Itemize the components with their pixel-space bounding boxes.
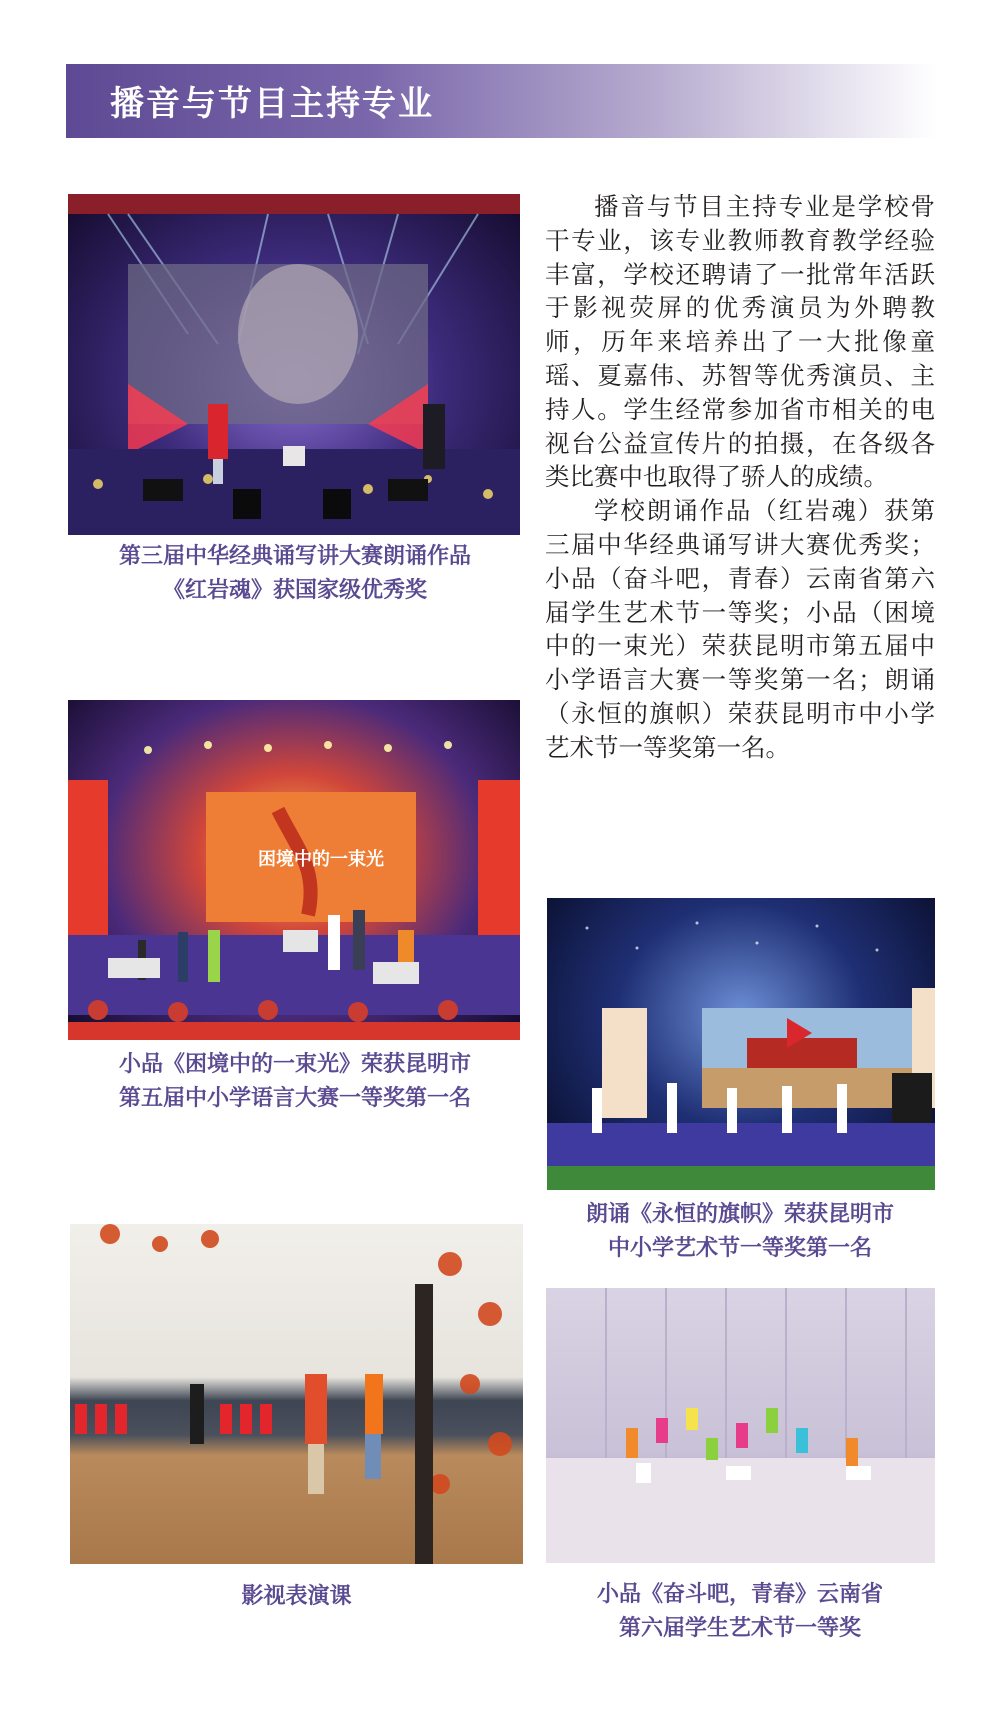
intro-paragraph-2: 学校朗诵作品（红岩魂）获第三届中华经典诵写讲大赛优秀奖；小品（奋斗吧，青春）云南省第六届学生艺术节一等奖；小品（困境中的一束光）荣获昆明市第五届中小学语言大赛一等奖第一名；朗诵（永恒的旗帜）荣获昆明市中小学艺术节一等奖第一名。 [545,496,935,762]
caption-line: 小品《困境中的一束光》荣获昆明市 [118,1052,471,1077]
caption-yongheng [535,1198,945,1266]
caption-line: 第六届学生艺术节一等奖 [618,1616,861,1641]
caption-acting-class [70,1580,523,1614]
caption-kunjing [60,1048,530,1116]
caption-line: 《红岩魂》获国家级优秀奖 [162,578,427,603]
photo-hongyanhun-recitation [68,194,520,535]
caption-line: 第三届中华经典诵写讲大赛朗诵作品 [118,544,471,569]
photo-yongheng-recitation [547,898,935,1190]
intro-paragraph-1: 播音与节目主持专业是学校骨干专业，该专业教师教育教学经验丰富，学校还聘请了一批常年活跃于影视荧屏的优秀演员为外聘教师，历年来培养出了一大批像童瑶、夏嘉伟、苏智等优秀演员、主持人。学生经常参加省市相关的电视台公益宣传片的拍摄，在各级各类比赛中也取得了骄人的成绩。 [545,192,935,492]
caption-line: 小品《奋斗吧，青春》云南省 [596,1582,883,1607]
screen-title: 困境中的一束光 [258,849,384,870]
photo-fendouba-skit [546,1288,935,1563]
intro-text [545,190,935,765]
photo-kunjing-skit [68,700,520,1040]
section-header-bar [66,64,936,138]
caption-hongyanhun [60,540,530,608]
caption-line: 朗诵《永恒的旗帜》荣获昆明市 [585,1202,894,1227]
caption-line: 第五届中小学语言大赛一等奖第一名 [118,1086,471,1111]
caption-line: 影视表演课 [241,1584,352,1609]
section-title: 播音与节目主持专业 [110,84,434,124]
photo-acting-class [70,1224,523,1564]
caption-line: 中小学艺术节一等奖第一名 [607,1236,872,1261]
caption-fendouba [535,1578,945,1646]
